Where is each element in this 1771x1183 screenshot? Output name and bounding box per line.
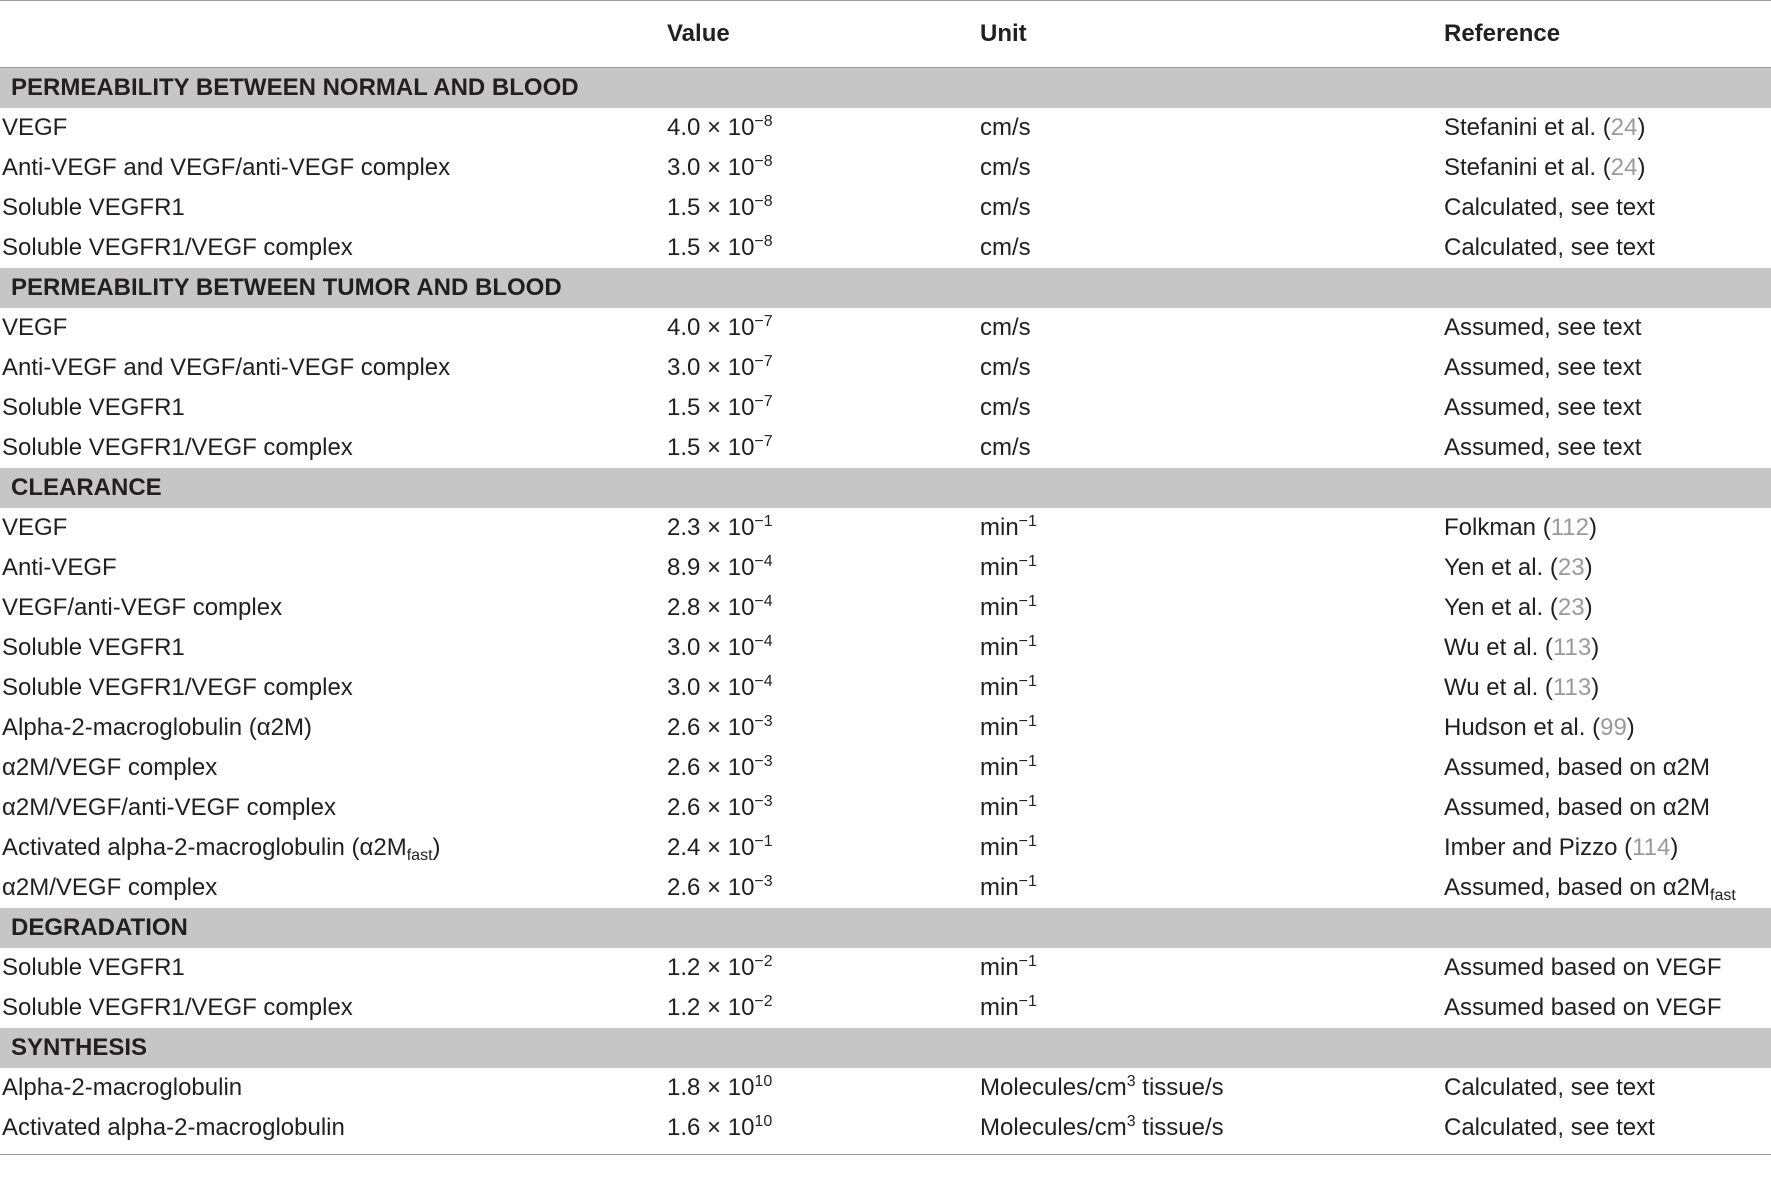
reference-text: Calculated, see text xyxy=(1444,1114,1655,1141)
parameter-cell xyxy=(0,834,667,862)
table-row xyxy=(0,508,1771,548)
value-multiplier: × 10 xyxy=(700,834,755,861)
reference-cell xyxy=(1444,314,1771,342)
reference-cell xyxy=(1444,114,1771,142)
value-cell xyxy=(667,594,980,622)
header-reference: Reference xyxy=(1444,20,1561,47)
section-header-row xyxy=(0,908,1771,948)
table-row xyxy=(0,588,1771,628)
value-multiplier: × 10 xyxy=(700,674,755,701)
reference-text: Imber and Pizzo ( xyxy=(1444,834,1633,861)
value-mantissa: 1.2 xyxy=(667,954,701,981)
value-exponent: −8 xyxy=(754,233,773,250)
parameter-suffix: ) xyxy=(432,834,441,861)
reference-text: Assumed, see text xyxy=(1444,394,1642,421)
value-cell xyxy=(667,754,980,782)
table-row xyxy=(0,748,1771,788)
unit-cell xyxy=(980,434,1444,462)
reference-close: ) xyxy=(1670,834,1679,861)
value-cell xyxy=(667,714,980,742)
table-body xyxy=(0,68,1771,1148)
value-exponent: −8 xyxy=(754,193,773,210)
value-mantissa: 2.3 xyxy=(667,514,701,541)
parameter-cell xyxy=(0,114,667,142)
parameter-cell xyxy=(0,354,667,382)
section-header-row xyxy=(0,68,1771,108)
reference-number: 112 xyxy=(1550,514,1589,541)
section-title: PERMEABILITY BETWEEN NORMAL AND BLOOD xyxy=(11,74,579,101)
unit-cell xyxy=(980,794,1444,822)
value-exponent: −1 xyxy=(754,833,773,850)
value-exponent: −2 xyxy=(754,993,773,1010)
parameter-cell xyxy=(0,754,667,782)
unit-text: Molecules/cm xyxy=(980,1074,1127,1101)
reference-cell xyxy=(1444,434,1771,462)
reference-number: 23 xyxy=(1557,594,1585,621)
unit-cell xyxy=(980,514,1444,542)
reference-cell xyxy=(1444,714,1771,742)
value-cell xyxy=(667,154,980,182)
value-exponent: 10 xyxy=(754,1113,773,1130)
section-title: SYNTHESIS xyxy=(11,1034,148,1061)
value-exponent: −1 xyxy=(754,513,773,530)
value-mantissa: 1.2 xyxy=(667,994,701,1021)
value-multiplier: × 10 xyxy=(700,754,755,781)
unit-text: min xyxy=(980,754,1019,781)
reference-text: Hudson et al. ( xyxy=(1444,714,1601,741)
table-row xyxy=(0,988,1771,1028)
value-mantissa: 3.0 xyxy=(667,674,701,701)
reference-cell xyxy=(1444,554,1771,582)
parameter-cell xyxy=(0,394,667,422)
parameter-cell xyxy=(0,434,667,462)
unit-text: cm/s xyxy=(980,434,1031,461)
value-cell xyxy=(667,674,980,702)
parameter-name: Anti-VEGF and VEGF/anti-VEGF complex xyxy=(2,354,451,381)
reference-text: Calculated, see text xyxy=(1444,1074,1655,1101)
table-row xyxy=(0,788,1771,828)
value-cell xyxy=(667,794,980,822)
parameter-name: Soluble VEGFR1 xyxy=(2,634,185,661)
value-mantissa: 8.9 xyxy=(667,554,701,581)
parameter-cell xyxy=(0,594,667,622)
parameter-name: Anti-VEGF xyxy=(2,554,117,581)
reference-cell xyxy=(1444,834,1771,862)
unit-cell xyxy=(980,114,1444,142)
unit-cell xyxy=(980,1074,1444,1102)
unit-text: cm/s xyxy=(980,234,1031,261)
value-cell xyxy=(667,554,980,582)
unit-superscript: −1 xyxy=(1018,553,1037,570)
unit-text: min xyxy=(980,834,1019,861)
value-mantissa: 2.6 xyxy=(667,754,701,781)
section-title: PERMEABILITY BETWEEN TUMOR AND BLOOD xyxy=(11,274,562,301)
reference-text: Assumed, see text xyxy=(1444,354,1642,381)
reference-number: 114 xyxy=(1632,834,1671,861)
value-mantissa: 2.4 xyxy=(667,834,701,861)
value-cell xyxy=(667,834,980,862)
table-row xyxy=(0,108,1771,148)
unit-text: min xyxy=(980,554,1019,581)
reference-text: Assumed based on VEGF xyxy=(1444,954,1722,981)
value-cell xyxy=(667,434,980,462)
value-mantissa: 1.5 xyxy=(667,394,701,421)
parameter-cell xyxy=(0,1074,667,1102)
parameter-cell xyxy=(0,314,667,342)
table-row xyxy=(0,1108,1771,1148)
value-exponent: −8 xyxy=(754,113,773,130)
table-row xyxy=(0,628,1771,668)
reference-number: 99 xyxy=(1600,714,1627,741)
value-multiplier: × 10 xyxy=(700,394,755,421)
reference-number: 23 xyxy=(1557,554,1585,581)
table-row xyxy=(0,148,1771,188)
reference-number: 113 xyxy=(1552,674,1592,701)
reference-cell xyxy=(1444,754,1771,782)
value-exponent: −7 xyxy=(754,393,773,410)
value-mantissa: 2.6 xyxy=(667,874,701,901)
value-multiplier: × 10 xyxy=(700,434,755,461)
value-multiplier: × 10 xyxy=(700,794,755,821)
parameter-cell xyxy=(0,874,667,902)
reference-text: Wu et al. ( xyxy=(1444,634,1553,661)
table-row xyxy=(0,388,1771,428)
value-multiplier: × 10 xyxy=(700,954,755,981)
value-cell xyxy=(667,234,980,262)
value-mantissa: 4.0 xyxy=(667,114,701,141)
value-multiplier: × 10 xyxy=(700,114,755,141)
unit-cell xyxy=(980,754,1444,782)
parameter-cell xyxy=(0,234,667,262)
unit-text: cm/s xyxy=(980,354,1031,381)
unit-text: Molecules/cm xyxy=(980,1114,1127,1141)
unit-text: cm/s xyxy=(980,154,1031,181)
section-header-row xyxy=(0,268,1771,308)
value-multiplier: × 10 xyxy=(700,354,755,381)
unit-superscript: −1 xyxy=(1018,793,1037,810)
value-mantissa: 1.5 xyxy=(667,234,701,261)
value-mantissa: 1.5 xyxy=(667,434,701,461)
parameter-cell xyxy=(0,954,667,982)
unit-cell xyxy=(980,314,1444,342)
unit-cell xyxy=(980,234,1444,262)
reference-text: Wu et al. ( xyxy=(1444,674,1553,701)
unit-superscript: 3 xyxy=(1126,1113,1136,1130)
table-row xyxy=(0,188,1771,228)
unit-suffix: tissue/s xyxy=(1135,1074,1224,1101)
reference-number: 24 xyxy=(1610,114,1638,141)
parameter-name: α2M/VEGF complex xyxy=(2,754,218,781)
value-mantissa: 4.0 xyxy=(667,314,701,341)
table-row xyxy=(0,1068,1771,1108)
reference-cell xyxy=(1444,514,1771,542)
parameter-cell xyxy=(0,1114,667,1142)
header-unit: Unit xyxy=(980,20,1027,47)
value-mantissa: 2.6 xyxy=(667,794,701,821)
unit-cell xyxy=(980,554,1444,582)
parameter-name: Soluble VEGFR1 xyxy=(2,954,185,981)
unit-text: cm/s xyxy=(980,314,1031,341)
unit-cell xyxy=(980,674,1444,702)
parameter-name: Activated alpha-2-macroglobulin xyxy=(2,1114,345,1141)
reference-close: ) xyxy=(1591,674,1600,701)
table-header xyxy=(0,1,1771,68)
value-cell xyxy=(667,1114,980,1142)
unit-text: min xyxy=(980,994,1019,1021)
value-exponent: −4 xyxy=(754,673,773,690)
value-multiplier: × 10 xyxy=(700,554,755,581)
parameter-name: Soluble VEGFR1 xyxy=(2,194,185,221)
reference-cell xyxy=(1444,874,1771,902)
table-row xyxy=(0,228,1771,268)
value-mantissa: 3.0 xyxy=(667,634,701,661)
value-multiplier: × 10 xyxy=(700,594,755,621)
unit-superscript: −1 xyxy=(1018,713,1037,730)
parameter-name: Activated alpha-2-macroglobulin (α2M xyxy=(2,834,407,861)
reference-text: Stefanini et al. ( xyxy=(1444,114,1611,141)
value-cell xyxy=(667,514,980,542)
reference-cell xyxy=(1444,194,1771,222)
unit-text: cm/s xyxy=(980,114,1031,141)
unit-superscript: −1 xyxy=(1018,993,1037,1010)
reference-close: ) xyxy=(1584,554,1593,581)
value-exponent: −8 xyxy=(754,153,773,170)
value-cell xyxy=(667,114,980,142)
value-cell xyxy=(667,314,980,342)
unit-text: min xyxy=(980,514,1019,541)
value-multiplier: × 10 xyxy=(700,314,755,341)
parameter-cell xyxy=(0,514,667,542)
unit-cell xyxy=(980,954,1444,982)
reference-cell xyxy=(1444,594,1771,622)
parameter-name: VEGF xyxy=(2,314,68,341)
unit-cell xyxy=(980,1114,1444,1142)
reference-cell xyxy=(1444,354,1771,382)
value-exponent: −3 xyxy=(754,713,773,730)
reference-cell xyxy=(1444,674,1771,702)
reference-cell xyxy=(1444,994,1771,1022)
reference-cell xyxy=(1444,1074,1771,1102)
unit-text: min xyxy=(980,594,1019,621)
unit-superscript: 3 xyxy=(1126,1073,1136,1090)
section-title: CLEARANCE xyxy=(11,474,162,501)
value-exponent: −4 xyxy=(754,553,773,570)
value-cell xyxy=(667,354,980,382)
reference-subscript: fast xyxy=(1710,887,1736,904)
reference-cell xyxy=(1444,234,1771,262)
value-exponent: −2 xyxy=(754,953,773,970)
value-multiplier: × 10 xyxy=(700,874,755,901)
reference-text: Assumed, see text xyxy=(1444,434,1642,461)
unit-superscript: −1 xyxy=(1018,873,1037,890)
parameter-name: Soluble VEGFR1/VEGF complex xyxy=(2,994,353,1021)
table-row xyxy=(0,668,1771,708)
unit-cell xyxy=(980,714,1444,742)
value-mantissa: 1.6 xyxy=(667,1114,701,1141)
value-multiplier: × 10 xyxy=(700,234,755,261)
value-cell xyxy=(667,1074,980,1102)
reference-cell xyxy=(1444,394,1771,422)
parameter-cell xyxy=(0,674,667,702)
reference-text: Assumed, based on α2M xyxy=(1444,794,1711,821)
parameter-name: VEGF xyxy=(2,114,68,141)
parameter-name: Soluble VEGFR1/VEGF complex xyxy=(2,674,353,701)
section-header-row xyxy=(0,1028,1771,1068)
unit-cell xyxy=(980,834,1444,862)
value-multiplier: × 10 xyxy=(700,514,755,541)
value-multiplier: × 10 xyxy=(700,714,755,741)
value-multiplier: × 10 xyxy=(700,154,755,181)
unit-superscript: −1 xyxy=(1018,633,1037,650)
reference-cell xyxy=(1444,154,1771,182)
unit-cell xyxy=(980,194,1444,222)
table-row xyxy=(0,948,1771,988)
unit-superscript: −1 xyxy=(1018,513,1037,530)
value-mantissa: 2.8 xyxy=(667,594,701,621)
unit-superscript: −1 xyxy=(1018,593,1037,610)
unit-cell xyxy=(980,394,1444,422)
table-row xyxy=(0,548,1771,588)
reference-text: Folkman ( xyxy=(1444,514,1551,541)
reference-text: Assumed, see text xyxy=(1444,314,1642,341)
parameter-cell xyxy=(0,794,667,822)
unit-suffix: tissue/s xyxy=(1135,1114,1224,1141)
value-exponent: −4 xyxy=(754,633,773,650)
value-cell xyxy=(667,634,980,662)
value-mantissa: 2.6 xyxy=(667,714,701,741)
parameter-name: Soluble VEGFR1 xyxy=(2,394,185,421)
header-value: Value xyxy=(667,20,730,47)
reference-text: Calculated, see text xyxy=(1444,194,1655,221)
reference-close: ) xyxy=(1637,114,1646,141)
unit-text: min xyxy=(980,874,1019,901)
unit-text: min xyxy=(980,674,1019,701)
parameter-subscript: fast xyxy=(406,847,433,864)
value-cell xyxy=(667,194,980,222)
parameter-cell xyxy=(0,154,667,182)
unit-cell xyxy=(980,634,1444,662)
reference-text: Assumed, based on α2M xyxy=(1444,754,1711,781)
parameter-name: α2M/VEGF complex xyxy=(2,874,218,901)
value-exponent: −7 xyxy=(754,353,773,370)
value-cell xyxy=(667,954,980,982)
unit-superscript: −1 xyxy=(1018,833,1037,850)
reference-text: Stefanini et al. ( xyxy=(1444,154,1611,181)
table-row xyxy=(0,428,1771,468)
value-cell xyxy=(667,994,980,1022)
reference-text: Assumed based on VEGF xyxy=(1444,994,1722,1021)
parameter-name: α2M/VEGF/anti-VEGF complex xyxy=(2,794,336,821)
table-row xyxy=(0,868,1771,908)
unit-text: min xyxy=(980,794,1019,821)
parameter-cell xyxy=(0,194,667,222)
reference-cell xyxy=(1444,634,1771,662)
parameter-name: VEGF xyxy=(2,514,68,541)
table-row xyxy=(0,308,1771,348)
value-multiplier: × 10 xyxy=(700,1074,755,1101)
reference-number: 113 xyxy=(1552,634,1592,661)
unit-text: min xyxy=(980,954,1019,981)
unit-superscript: −1 xyxy=(1018,753,1037,770)
parameter-name: Soluble VEGFR1/VEGF complex xyxy=(2,234,353,261)
unit-cell xyxy=(980,594,1444,622)
unit-text: cm/s xyxy=(980,194,1031,221)
reference-close: ) xyxy=(1591,634,1600,661)
reference-close: ) xyxy=(1637,154,1646,181)
value-exponent: 10 xyxy=(754,1073,773,1090)
table-row xyxy=(0,708,1771,748)
value-exponent: −3 xyxy=(754,793,773,810)
value-mantissa: 3.0 xyxy=(667,154,701,181)
value-multiplier: × 10 xyxy=(700,1114,755,1141)
value-mantissa: 1.8 xyxy=(667,1074,701,1101)
unit-superscript: −1 xyxy=(1018,673,1037,690)
parameter-name: VEGF/anti-VEGF complex xyxy=(2,594,283,621)
bottom-rule xyxy=(0,1154,1771,1155)
parameter-name: Alpha-2-macroglobulin (α2M) xyxy=(2,714,312,741)
section-title: DEGRADATION xyxy=(11,914,188,941)
parameter-cell xyxy=(0,714,667,742)
value-exponent: −3 xyxy=(754,753,773,770)
section-header-row xyxy=(0,468,1771,508)
parameter-name: Alpha-2-macroglobulin xyxy=(2,1074,243,1101)
unit-cell xyxy=(980,994,1444,1022)
reference-number: 24 xyxy=(1610,154,1638,181)
table-row xyxy=(0,828,1771,868)
unit-cell xyxy=(980,874,1444,902)
value-multiplier: × 10 xyxy=(700,194,755,221)
unit-text: min xyxy=(980,714,1019,741)
reference-cell xyxy=(1444,794,1771,822)
parameter-cell xyxy=(0,634,667,662)
table-row xyxy=(0,348,1771,388)
reference-close: ) xyxy=(1626,714,1635,741)
unit-superscript: −1 xyxy=(1018,953,1037,970)
unit-cell xyxy=(980,154,1444,182)
value-cell xyxy=(667,874,980,902)
reference-close: ) xyxy=(1588,514,1597,541)
parameter-name: Soluble VEGFR1/VEGF complex xyxy=(2,434,353,461)
reference-close: ) xyxy=(1584,594,1593,621)
value-exponent: −7 xyxy=(754,313,773,330)
value-multiplier: × 10 xyxy=(700,994,755,1021)
unit-cell xyxy=(980,354,1444,382)
value-cell xyxy=(667,394,980,422)
unit-text: cm/s xyxy=(980,394,1031,421)
unit-text: min xyxy=(980,634,1019,661)
parameter-cell xyxy=(0,554,667,582)
reference-text: Calculated, see text xyxy=(1444,234,1655,261)
value-multiplier: × 10 xyxy=(700,634,755,661)
parameter-name: Anti-VEGF and VEGF/anti-VEGF complex xyxy=(2,154,451,181)
value-mantissa: 3.0 xyxy=(667,354,701,381)
parameter-cell xyxy=(0,994,667,1022)
reference-text: Assumed, based on α2M xyxy=(1444,874,1711,901)
reference-cell xyxy=(1444,1114,1771,1142)
value-exponent: −7 xyxy=(754,433,773,450)
reference-cell xyxy=(1444,954,1771,982)
reference-text: Yen et al. ( xyxy=(1444,554,1558,581)
reference-text: Yen et al. ( xyxy=(1444,594,1558,621)
value-mantissa: 1.5 xyxy=(667,194,701,221)
value-exponent: −4 xyxy=(754,593,773,610)
value-exponent: −3 xyxy=(754,873,773,890)
